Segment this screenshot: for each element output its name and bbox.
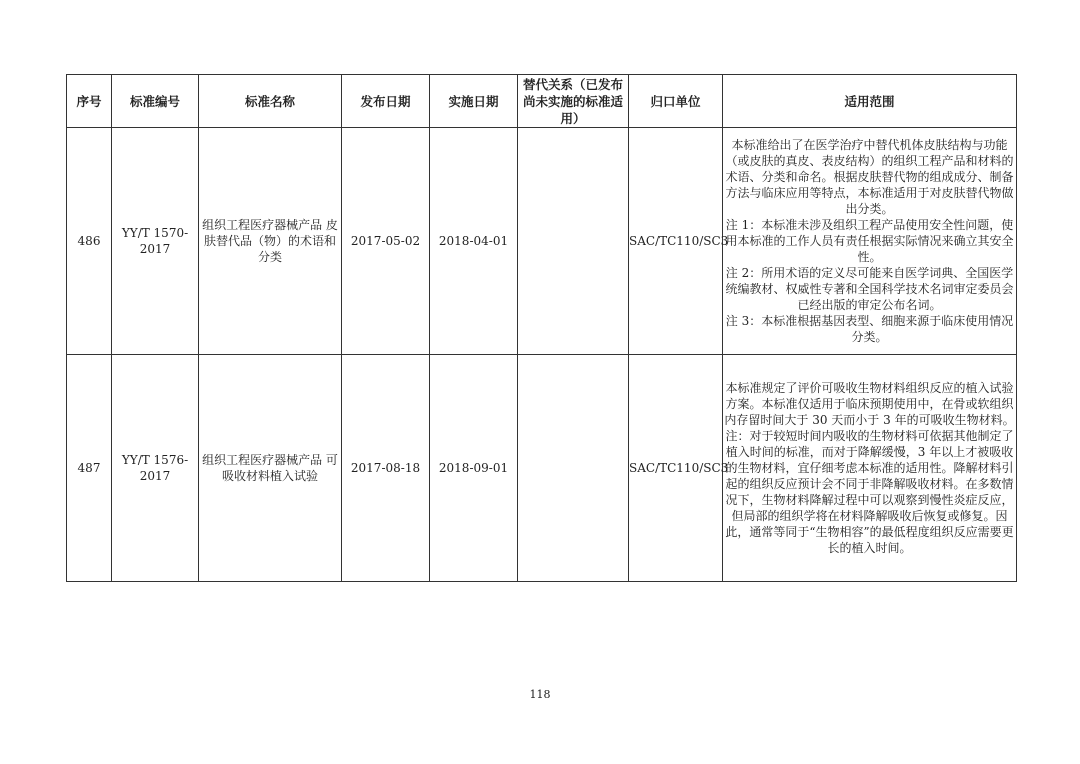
standards-table: [66, 74, 1017, 582]
cell-effective-date: 2018-04-01: [430, 128, 518, 355]
scope-note-3: 注 3：本标准根据基因表型、细胞来源于临床使用情况分类。: [725, 314, 1014, 344]
scope-paragraph: 本标准给出了在医学治疗中替代机体皮肤结构与功能（或皮肤的真皮、表皮结构）的组织工程产品和材料的术语、分类和命名。根据皮肤替代物的组成成分、制备方法与临床应用等特点，本标准适用于对皮肤替代物做出分类。: [725, 138, 1014, 216]
header-publish-date: 发布日期: [342, 75, 430, 128]
cell-publish-date: 2017-05-02: [342, 128, 430, 355]
header-replacement: 替代关系（已发布尚未实施的标准适用）: [518, 75, 629, 128]
cell-standard-name: 组织工程医疗器械产品 可吸收材料植入试验: [199, 355, 342, 582]
cell-serial-no: 486: [67, 128, 112, 355]
header-standard-code: 标准编号: [112, 75, 199, 128]
cell-responsible-unit: SAC/TC110/SC3: [629, 355, 723, 582]
table-row: [67, 355, 1017, 582]
cell-responsible-unit: SAC/TC110/SC3: [629, 128, 723, 355]
scope-note: 注：对于较短时间内吸收的生物材料可依据其他制定了植入时间的标准，而对于降解缓慢，3 年以上才被吸收的生物材料，宜仔细考虑本标准的适用性。降解材料引起的组织反应预计会不同于非降解吸收材料。在多数情况下，生物材料降解过程中可以观察到慢性炎症反应，但局部的组织学将在材料降解吸收后恢复或修复。因此，通常等同于“生物相容”的最低程度组织反应需要更长的植入时间。: [725, 429, 1014, 555]
scope-note-1: 注 1：本标准未涉及组织工程产品使用安全性问题，使用本标准的工作人员有责任根据实际情况来确立其安全性。: [725, 218, 1014, 264]
scope-note-2: 注 2：所用术语的定义尽可能来自医学词典、全国医学统编教材、权威性专著和全国科学技术名词审定委员会已经出版的审定公布名词。: [725, 266, 1014, 312]
cell-scope: [723, 128, 1017, 355]
cell-effective-date: 2018-09-01: [430, 355, 518, 582]
table-header-row: [67, 75, 1017, 128]
cell-standard-code: YY/T 1570-2017: [112, 128, 199, 355]
header-serial-no: 序号: [67, 75, 112, 128]
cell-publish-date: 2017-08-18: [342, 355, 430, 582]
header-scope: 适用范围: [723, 75, 1017, 128]
cell-replacement: [518, 355, 629, 582]
cell-serial-no: 487: [67, 355, 112, 582]
table-row: [67, 128, 1017, 355]
cell-standard-name: 组织工程医疗器械产品 皮肤替代品（物）的术语和分类: [199, 128, 342, 355]
cell-scope: [723, 355, 1017, 582]
header-standard-name: 标准名称: [199, 75, 342, 128]
header-responsible-unit: 归口单位: [629, 75, 723, 128]
cell-standard-code: YY/T 1576-2017: [112, 355, 199, 582]
scope-paragraph: 本标准规定了评价可吸收生物材料组织反应的植入试验方案。本标准仅适用于临床预期使用中，在骨或软组织内存留时间大于 30 天而小于 3 年的可吸收生物材料。: [724, 381, 1015, 427]
header-effective-date: 实施日期: [430, 75, 518, 128]
cell-replacement: [518, 128, 629, 355]
page-number: 118: [529, 688, 551, 701]
